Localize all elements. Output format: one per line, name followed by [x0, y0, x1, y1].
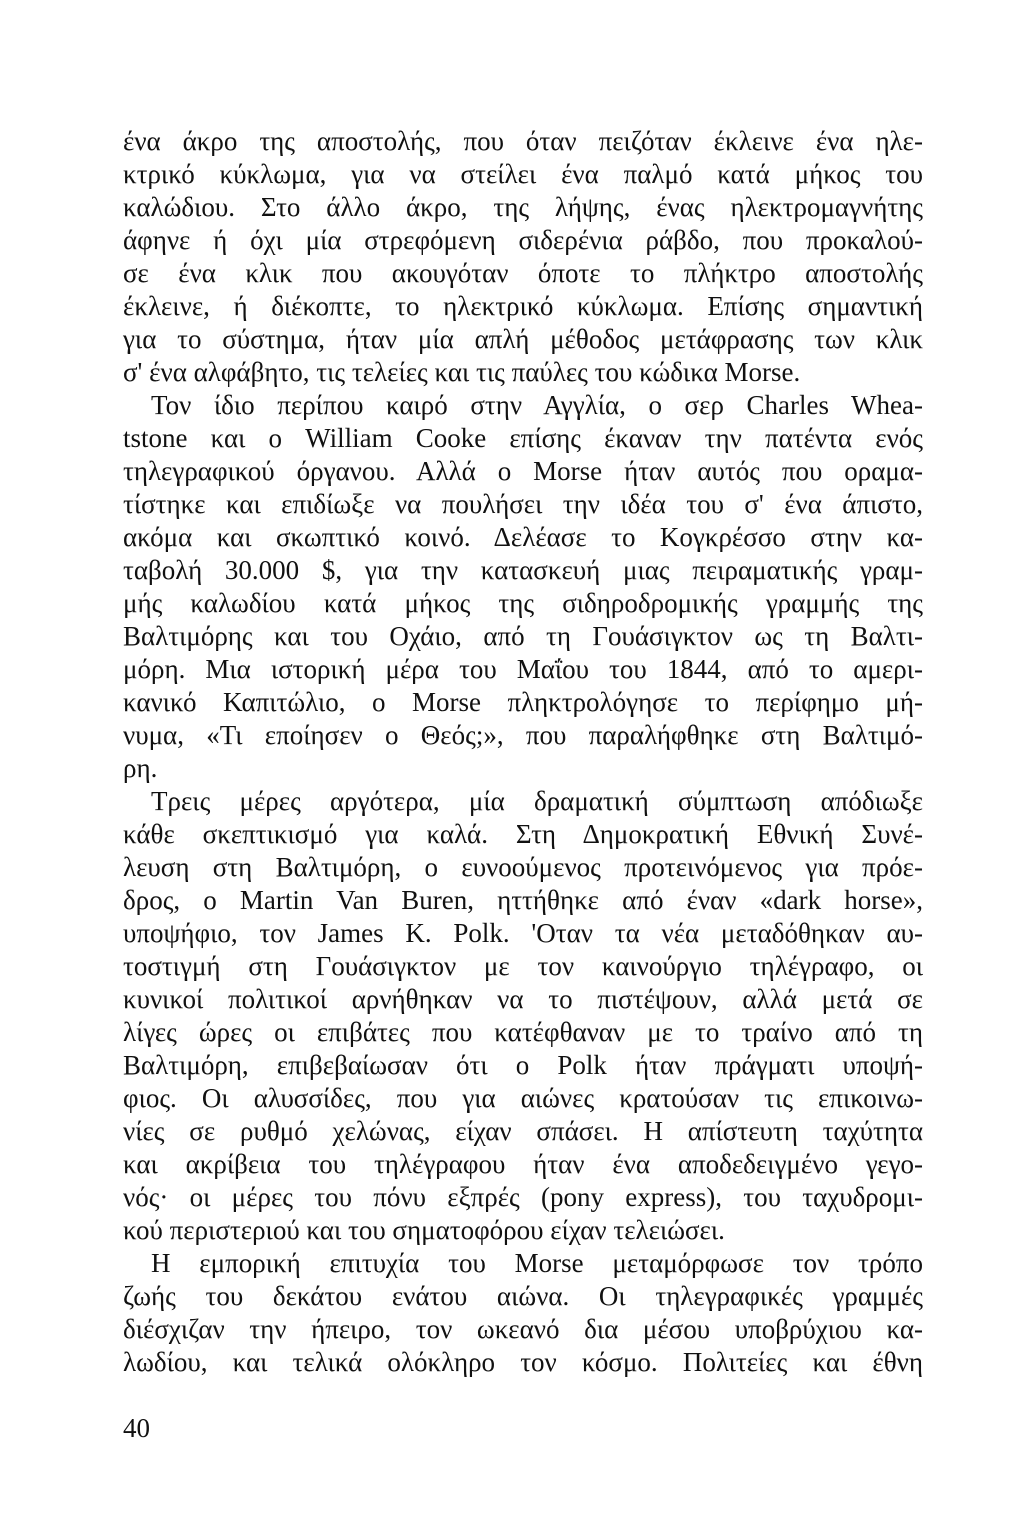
body-text: [123, 125, 923, 1379]
text-line: τοστιγμή στη Γουάσιγκτον με τον καινούργιο τηλέγραφο, οι: [123, 951, 923, 981]
text-line: ταβολή 30.000 $, για την κατασκευή μιας πειραματικής γραμ-: [123, 555, 923, 585]
text-line: κυνικοί πολιτικοί αρνήθηκαν να το πιστέψουν, αλλά μετά σε: [123, 984, 923, 1014]
text-line: tstone και ο William Cooke επίσης έκαναν την πατέντα ενός: [123, 423, 923, 453]
text-line: άφηνε ή όχι μία στρεφόμενη σιδερένια ράβδο, που προκαλού-: [123, 225, 923, 255]
text-line: Τον ίδιο περίπου καιρό στην Αγγλία, ο σερ Charles Whea-: [151, 390, 923, 420]
text-line: λωδίου, και τελικά ολόκληρο τον κόσμο. Πολιτείες και έθνη: [123, 1347, 923, 1377]
text-line: νίες σε ρυθμό χελώνας, είχαν σπάσει. Η απίστευτη ταχύτητα: [123, 1116, 923, 1146]
text-line: ένα άκρο της αποστολής, που όταν πειζόταν έκλεινε ένα ηλε-: [123, 126, 923, 156]
text-line: λευση στη Βαλτιμόρη, ο ευνοούμενος προτεινόμενος για πρόε-: [123, 852, 923, 882]
page-number: 40: [123, 1413, 150, 1443]
text-line: λίγες ώρες οι επιβάτες που κατέφθαναν με το τραίνο από τη: [123, 1017, 923, 1047]
text-line: Βαλτιμόρη, επιβεβαίωσαν ότι ο Polk ήταν πράγματι υποψή-: [123, 1050, 923, 1080]
text-line: σε ένα κλικ που ακουγόταν όποτε το πλήκτρο αποστολής: [123, 258, 923, 288]
text-line: τίστηκε και επιδίωξε να πουλήσει την ιδέα του σ' ένα άπιστο,: [123, 489, 923, 519]
text-line: κανικό Καπιτώλιο, ο Morse πληκτρολόγησε το περίφημο μή-: [123, 687, 923, 717]
text-line: μής καλωδίου κατά μήκος της σιδηροδρομικής γραμμής της: [123, 588, 923, 618]
text-line: καλώδιου. Στο άλλο άκρο, της λήψης, ένας ηλεκτρομαγνήτης: [123, 192, 923, 222]
text-line: διέσχιζαν την ήπειρο, τον ωκεανό δια μέσου υποβρύχιου κα-: [123, 1314, 923, 1344]
text-line: ακόμα και σκωπτικό κοινό. Δελέασε το Κογκρέσσο στην κα-: [123, 522, 923, 552]
text-line: νός· οι μέρες του πόνυ εξπρές (pony express), του ταχυδρομι-: [123, 1182, 923, 1212]
text-line: έκλεινε, ή διέκοπτε, το ηλεκτρικό κύκλωμα. Επίσης σημαντική: [123, 291, 923, 321]
text-line: σ' ένα αλφάβητο, τις τελείες και τις παύλες του κώδικα Morse.: [123, 357, 801, 387]
text-line: ζωής του δεκάτου ενάτου αιώνα. Οι τηλεγραφικές γραμμές: [123, 1281, 923, 1311]
text-line: Η εμπορική επιτυχία του Morse μεταμόρφωσε τον τρόπο: [151, 1248, 923, 1278]
text-line: κού περιστεριού και του σηματοφόρου είχαν τελειώσει.: [123, 1215, 725, 1245]
text-line: υποψήφιο, τον James K. Polk. 'Οταν τα νέα μεταδόθηκαν αυ-: [123, 918, 923, 948]
text-line: νυμα, «Τι εποίησεν ο Θεός;», που παραλήφθηκε στη Βαλτιμό-: [123, 720, 923, 750]
text-line: και ακρίβεια του τηλέγραφου ήταν ένα αποδεδειγμένο γεγο-: [123, 1149, 923, 1179]
text-line: Βαλτιμόρης και του Οχάιο, από τη Γουάσιγκτον ως τη Βαλτι-: [123, 621, 923, 651]
text-line: τηλεγραφικού όργανου. Αλλά ο Morse ήταν αυτός που οραμα-: [123, 456, 923, 486]
text-line: Τρεις μέρες αργότερα, μία δραματική σύμπτωση απόδιωξε: [151, 786, 923, 816]
text-line: για το σύστημα, ήταν μία απλή μέθοδος μετάφρασης των κλικ: [123, 324, 923, 354]
text-line: φιος. Οι αλυσσίδες, που για αιώνες κρατούσαν τις επικοινω-: [123, 1083, 923, 1113]
text-line: κτρικό κύκλωμα, για να στείλει ένα παλμό κατά μήκος του: [123, 159, 923, 189]
text-line: δρος, ο Martin Van Buren, ηττήθηκε από έναν «dark horse»,: [123, 885, 923, 915]
text-line: ρη.: [123, 753, 158, 783]
text-line: μόρη. Μια ιστορική μέρα του Μαΐου του 1844, από το αμερι-: [123, 654, 923, 684]
text-line: κάθε σκεπτικισμό για καλά. Στη Δημοκρατική Εθνική Συνέ-: [123, 819, 923, 849]
